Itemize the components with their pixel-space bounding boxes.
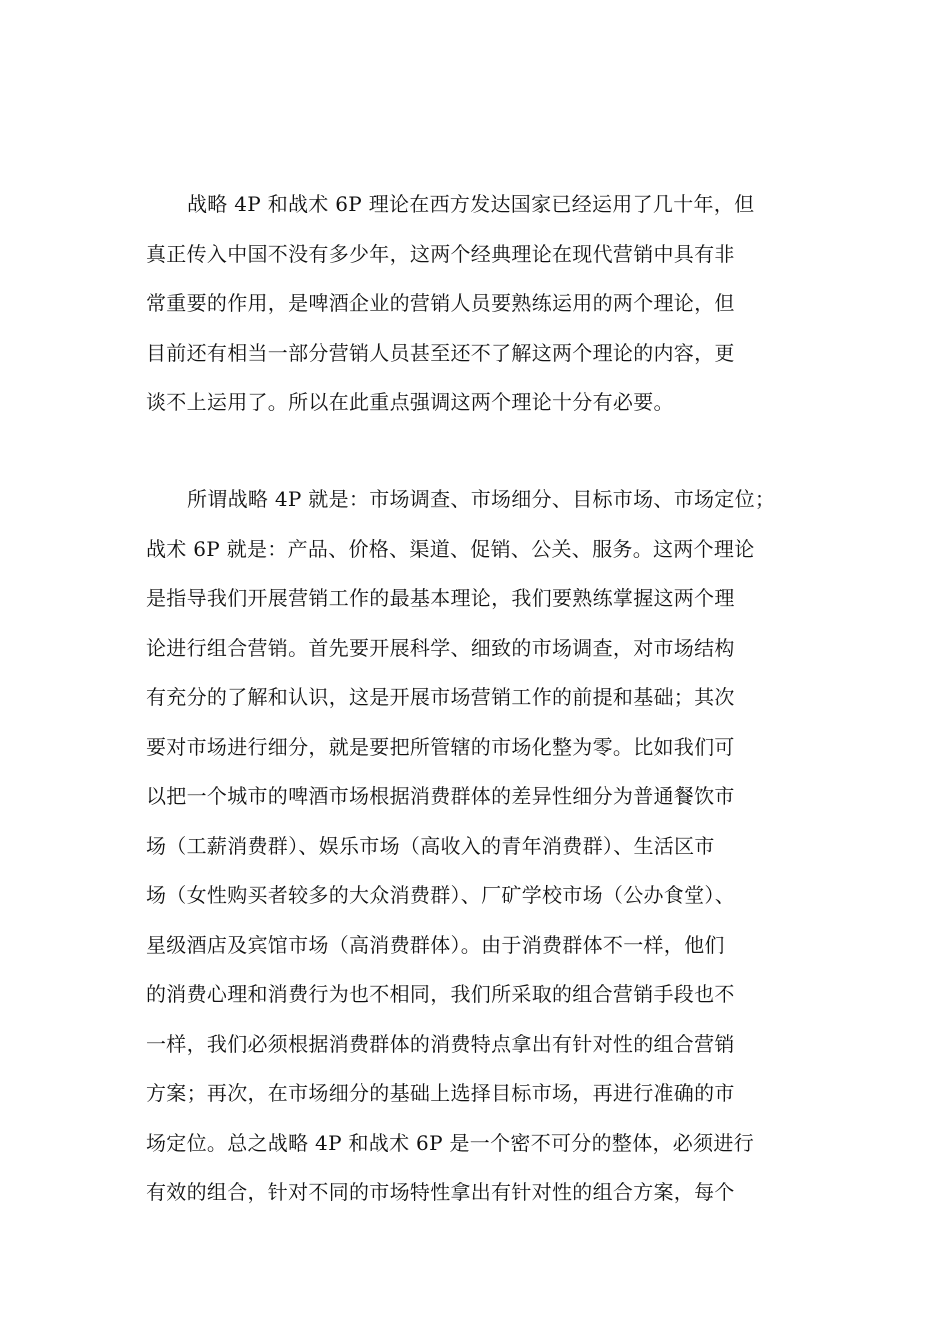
text-line: 论进行组合营销。首先要开展科学、细致的市场调查，对市场结构 bbox=[146, 635, 735, 660]
text-line: 方案；再次，在市场细分的基础上选择目标市场，再进行准确的市 bbox=[146, 1081, 735, 1105]
text-line: 场（女性购买者较多的大众消费群）、厂矿学校市场（公办食堂）、 bbox=[146, 883, 735, 907]
text-line: 星级酒店及宾馆市场（高消费群体）。由于消费群体不一样，他们 bbox=[146, 932, 725, 957]
paragraph-1 bbox=[146, 180, 826, 428]
text-line: 常重要的作用，是啤酒企业的营销人员要熟练运用的两个理论，但 bbox=[146, 291, 735, 315]
text-line: 有效的组合，针对不同的市场特性拿出有针对性的组合方案，每个 bbox=[146, 1180, 735, 1204]
text-line: 所谓战略 4P 就是：市场调查、市场细分、目标市场、市场定位； bbox=[187, 487, 776, 511]
text-line: 以把一个城市的啤酒市场根据消费群体的差异性细分为普通餐饮市 bbox=[146, 784, 735, 808]
text-line: 要对市场进行细分，就是要把所管辖的市场化整为零。比如我们可 bbox=[146, 734, 735, 759]
text-line: 一样，我们必须根据消费群体的消费特点拿出有针对性的组合营销 bbox=[146, 1031, 735, 1056]
text-line: 谈不上运用了。所以在此重点强调这两个理论十分有必要。 bbox=[146, 390, 674, 414]
text-line: 是指导我们开展营销工作的最基本理论，我们要熟练掌握这两个理 bbox=[146, 586, 735, 610]
text-line: 场定位。总之战略 4P 和战术 6P 是一个密不可分的整体，必须进行 bbox=[146, 1130, 754, 1155]
text-line: 目前还有相当一部分营销人员甚至还不了解这两个理论的内容，更 bbox=[146, 340, 735, 365]
text-line: 有充分的了解和认识，这是开展市场营销工作的前提和基础；其次 bbox=[146, 685, 735, 709]
paragraph-2 bbox=[146, 475, 826, 1218]
text-line: 场（工薪消费群）、娱乐市场（高收入的青年消费群）、生活区市 bbox=[146, 833, 715, 858]
text-line: 战术 6P 就是：产品、价格、渠道、促销、公关、服务。这两个理论 bbox=[146, 536, 755, 561]
text-line: 真正传入中国不没有多少年，这两个经典理论在现代营销中具有非 bbox=[146, 241, 735, 266]
text-line: 的消费心理和消费行为也不相同，我们所采取的组合营销手段也不 bbox=[146, 982, 735, 1006]
text-line: 战略 4P 和战术 6P 理论在西方发达国家已经运用了几十年，但 bbox=[187, 192, 755, 216]
